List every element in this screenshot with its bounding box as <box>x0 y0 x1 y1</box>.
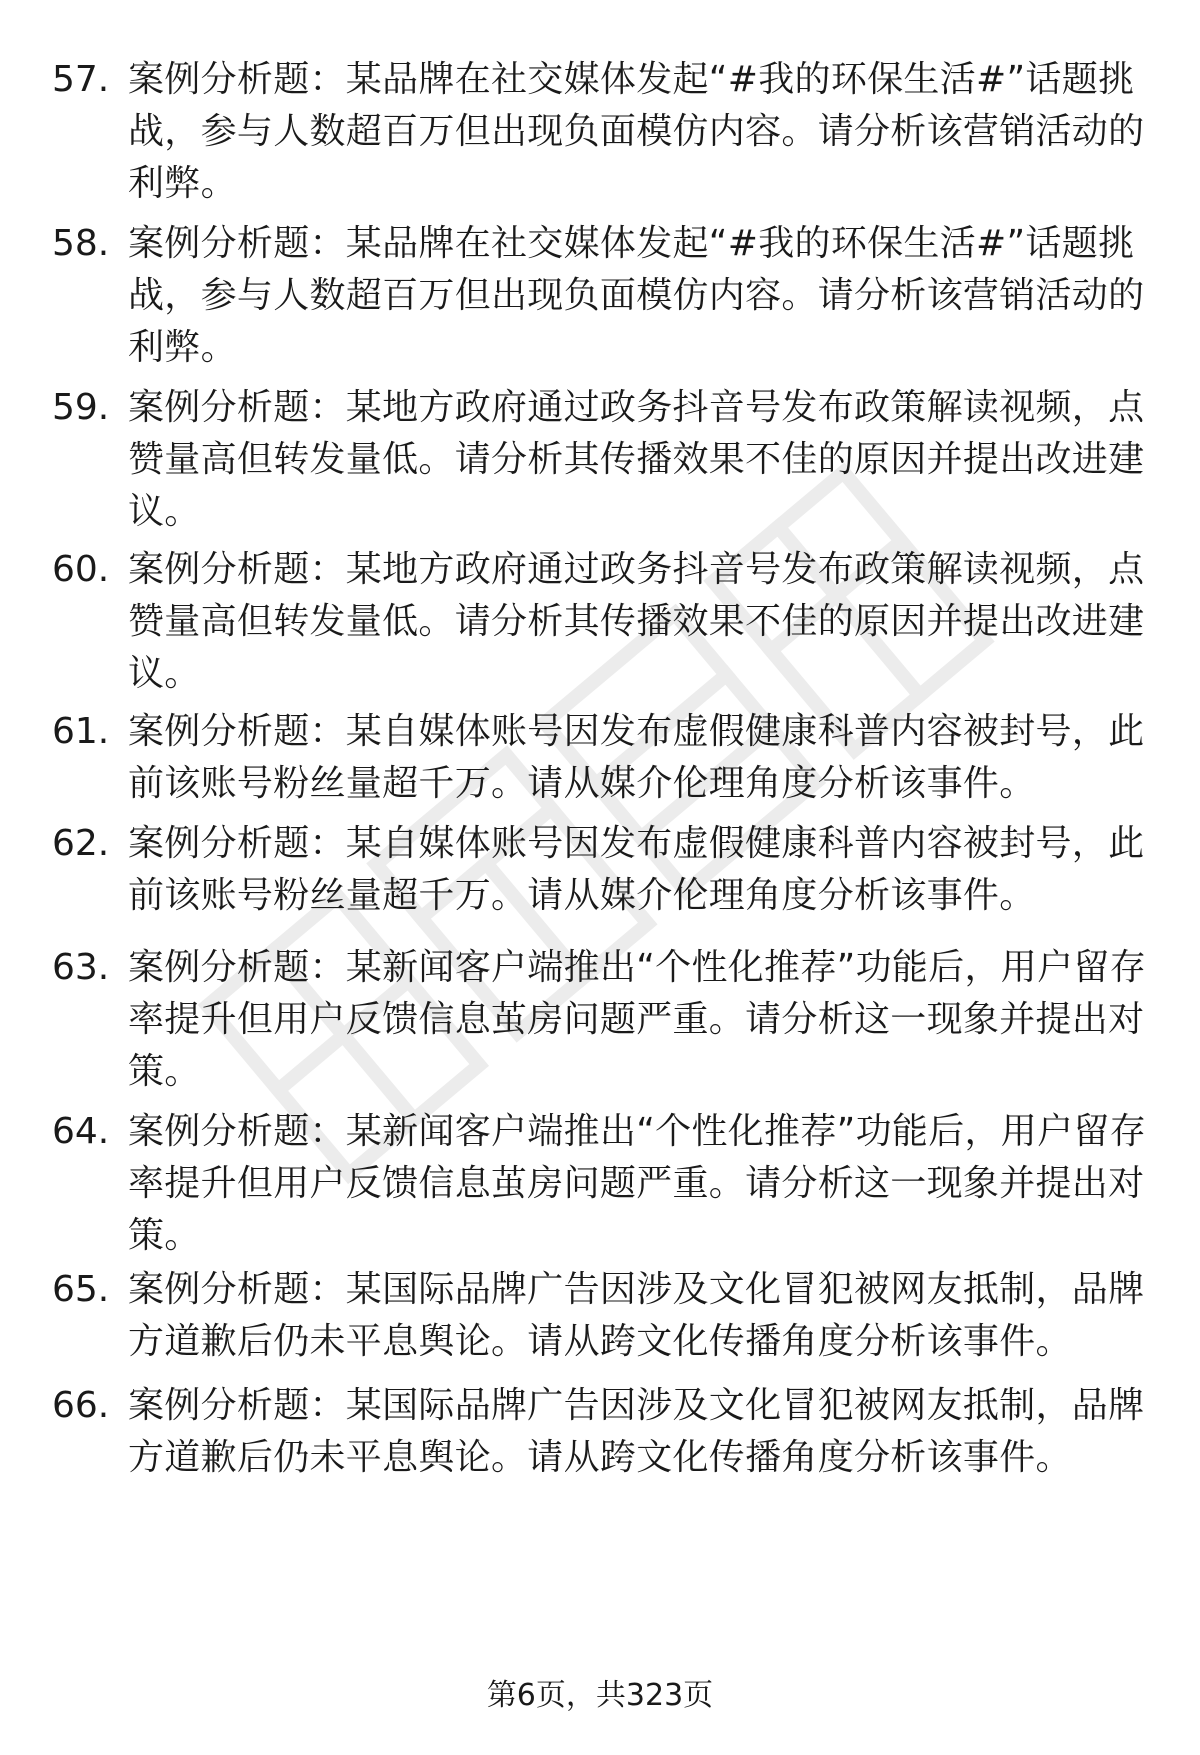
question-number: 59. <box>52 387 110 428</box>
question-text: 案例分析题：某新闻客户端推出“个性化推荐”功能后，用户留存率提升但用户反馈信息茧房问题严重。请分析这一现象并提出对策。 <box>128 947 1147 1092</box>
question-number: 60. <box>52 549 110 590</box>
question-number: 57. <box>52 59 110 100</box>
question-number: 61. <box>52 711 110 752</box>
question-text: 案例分析题：某国际品牌广告因涉及文化冒犯被网友抵制，品牌方道歉后仍未平息舆论。请从跨文化传播角度分析该事件。 <box>128 1269 1145 1362</box>
question-text: 案例分析题：某品牌在社交媒体发起“#我的环保生活#”话题挑战，参与人数超百万但出现负面模仿内容。请分析该营销活动的利弊。 <box>128 223 1145 368</box>
question-text: 案例分析题：某地方政府通过政务抖音号发布政策解读视频，点赞量高但转发量低。请分析其传播效果不佳的原因并提出改进建议。 <box>128 549 1145 694</box>
question-number: 58. <box>52 223 110 264</box>
question-number: 63. <box>52 947 110 988</box>
question-text: 案例分析题：某自媒体账号因发布虚假健康科普内容被封号，此前该账号粉丝量超千万。请从媒介伦理角度分析该事件。 <box>128 823 1145 916</box>
question-text: 案例分析题：某国际品牌广告因涉及文化冒犯被网友抵制，品牌方道歉后仍未平息舆论。请从跨文化传播角度分析该事件。 <box>128 1385 1145 1478</box>
question-text: 案例分析题：某自媒体账号因发布虚假健康科普内容被封号，此前该账号粉丝量超千万。请从媒介伦理角度分析该事件。 <box>128 711 1145 804</box>
question-number: 66. <box>52 1385 110 1426</box>
question-number: 64. <box>52 1111 110 1152</box>
question-number: 65. <box>52 1269 110 1310</box>
question-number: 62. <box>52 823 110 864</box>
page-footer: 第6页，共323页 <box>486 1678 714 1713</box>
question-text: 案例分析题：某品牌在社交媒体发起“#我的环保生活#”话题挑战，参与人数超百万但出现负面模仿内容。请分析该营销活动的利弊。 <box>128 59 1145 204</box>
question-text: 案例分析题：某地方政府通过政务抖音号发布政策解读视频，点赞量高但转发量低。请分析其传播效果不佳的原因并提出改进建议。 <box>128 387 1145 532</box>
question-text: 案例分析题：某新闻客户端推出“个性化推荐”功能后，用户留存率提升但用户反馈信息茧房问题严重。请分析这一现象并提出对策。 <box>128 1111 1147 1256</box>
